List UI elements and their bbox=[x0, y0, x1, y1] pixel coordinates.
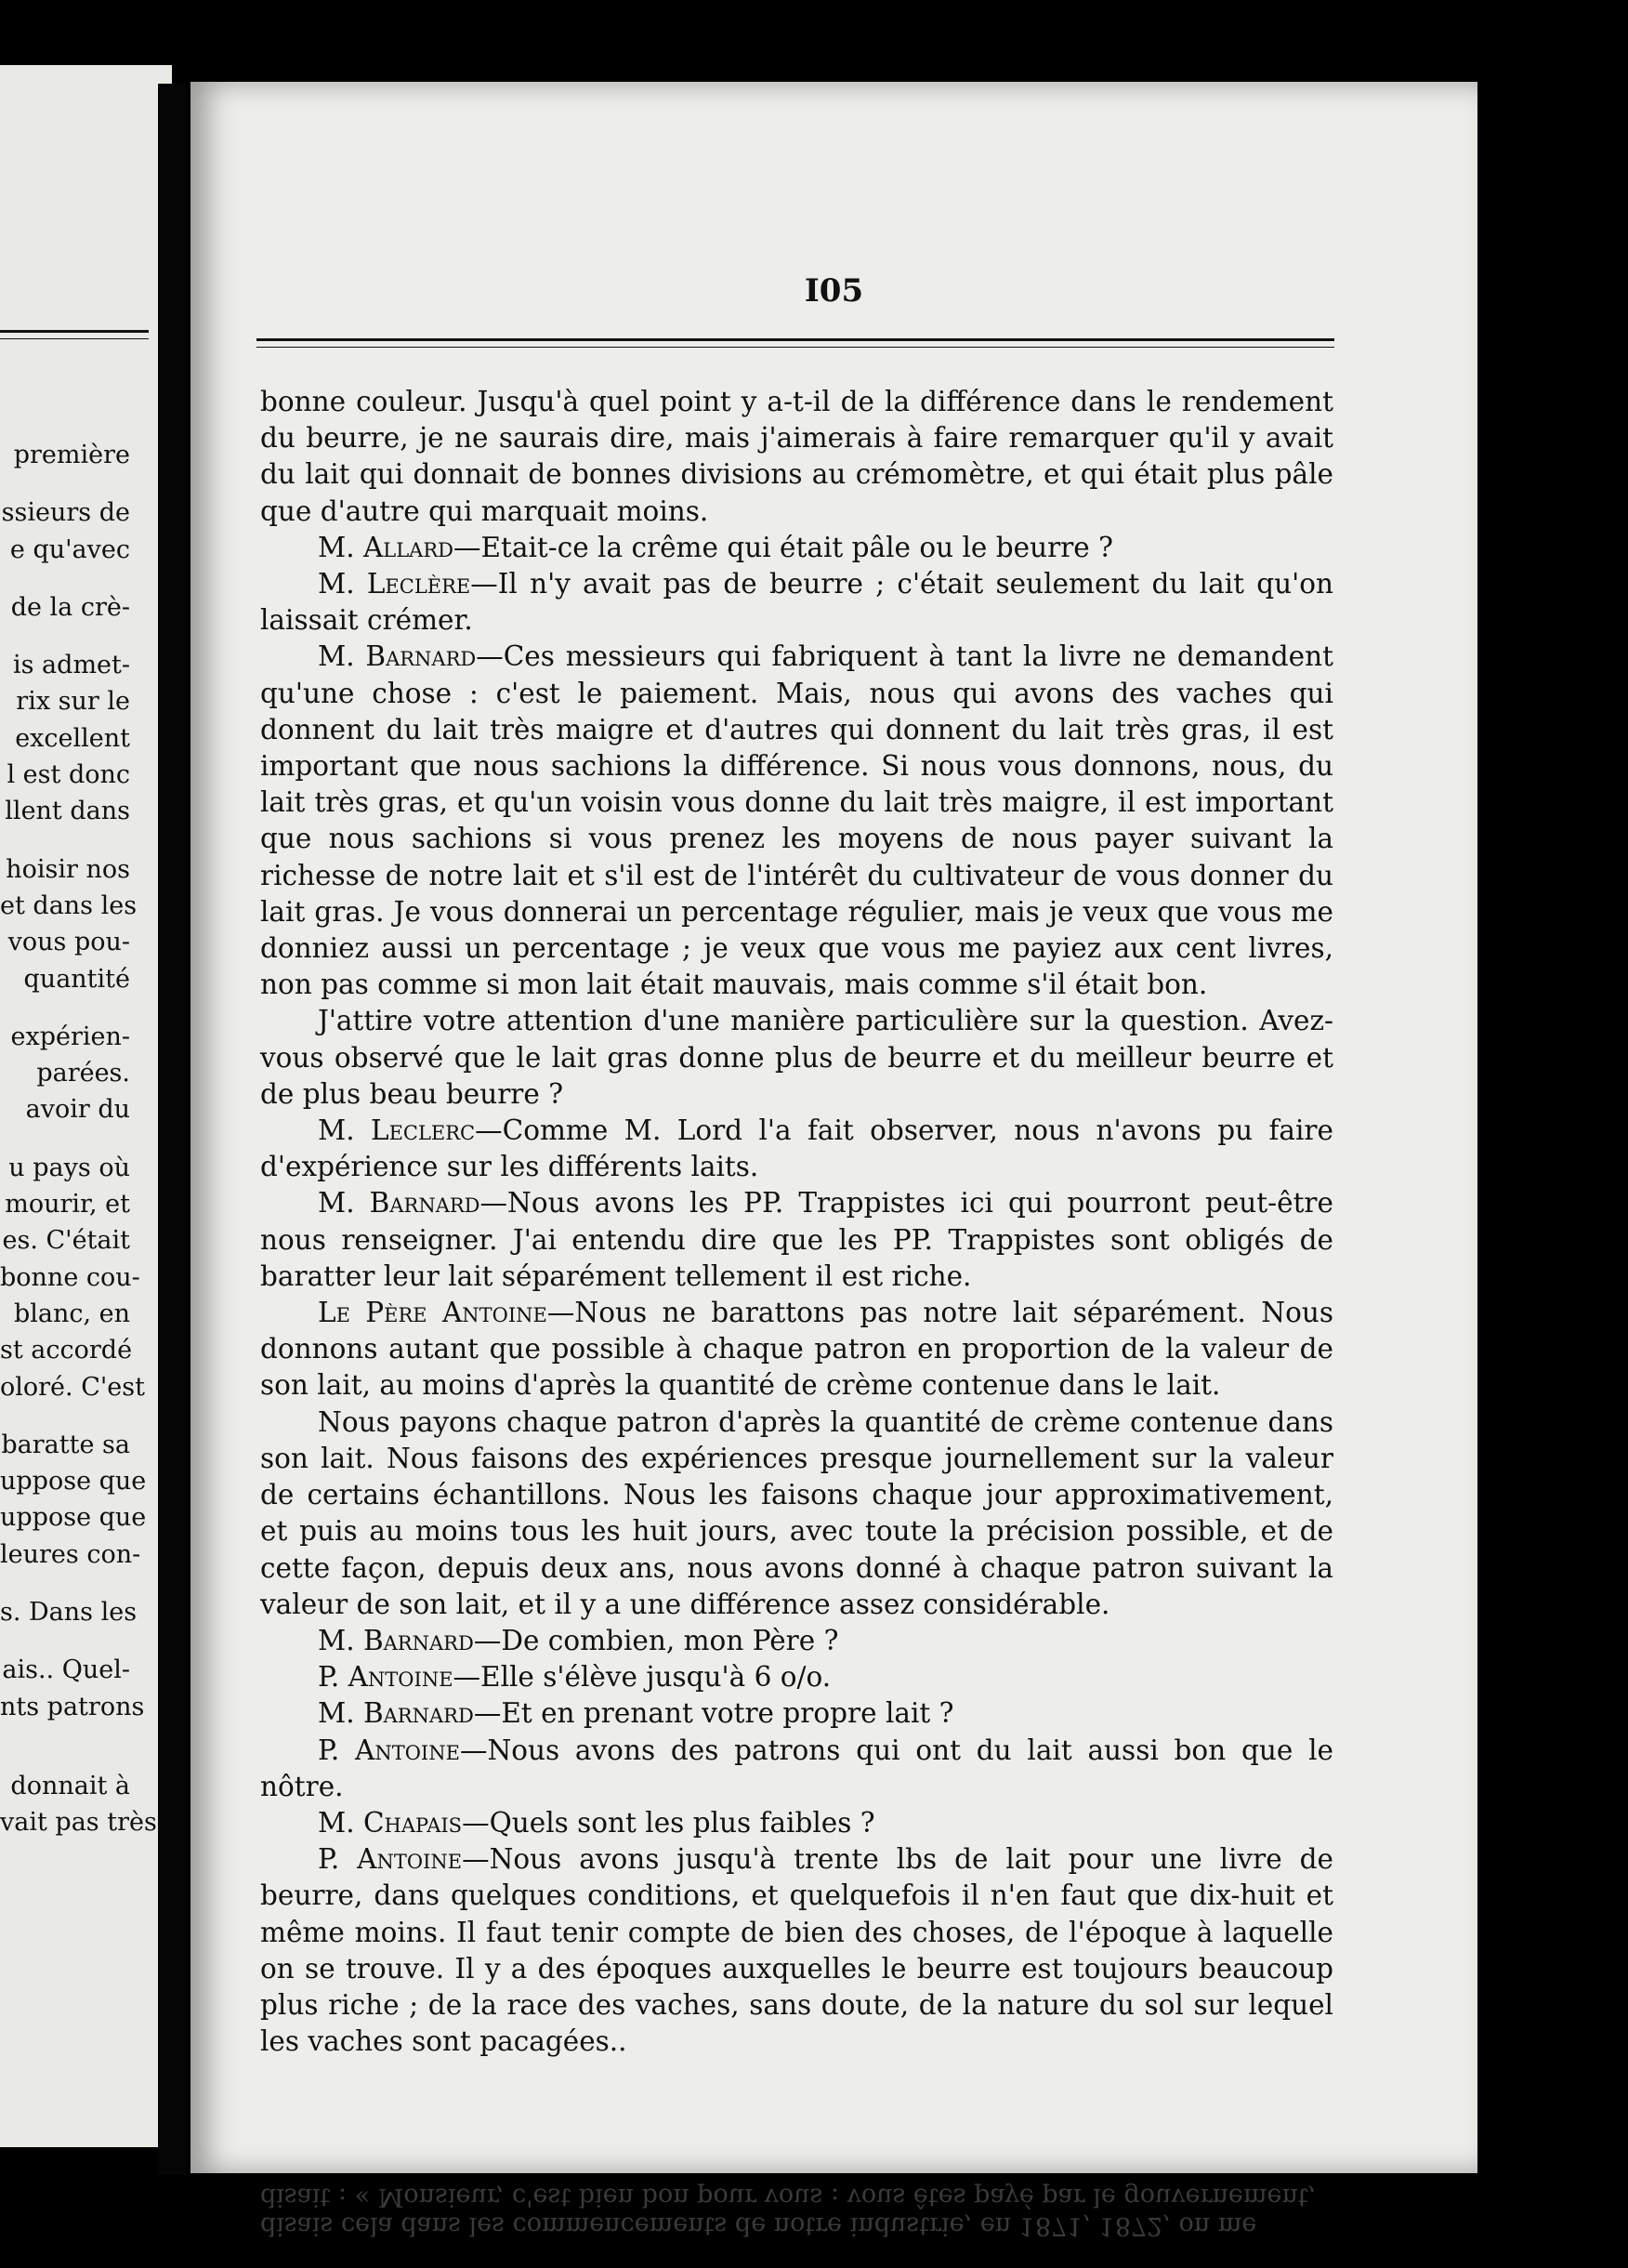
left-column-line: de la crè- bbox=[10, 592, 130, 622]
left-column-line: expérien- bbox=[10, 1022, 130, 1051]
left-column-line: donnait à bbox=[10, 1771, 130, 1800]
paragraph-text: —Etait-ce la crême qui était pâle ou le beurre ? bbox=[453, 531, 1113, 563]
left-column-line: vous pou- bbox=[7, 928, 130, 957]
speaker-name: P. Antoine bbox=[318, 1661, 453, 1694]
paragraph bbox=[260, 384, 1333, 530]
paragraph bbox=[260, 1185, 1333, 1295]
speaker-name: M. Leclerc bbox=[318, 1114, 476, 1147]
left-column-line bbox=[0, 568, 130, 589]
left-column-line: première bbox=[13, 441, 130, 469]
paragraph bbox=[260, 1659, 1333, 1695]
left-column-line: hoisir nos bbox=[6, 854, 130, 884]
speaker-name: M. Barnard bbox=[318, 640, 477, 673]
left-column-line: ais.. Quel- bbox=[2, 1655, 130, 1685]
left-column-line: es. C'était bbox=[2, 1226, 130, 1256]
paragraph-text: —Ces messieurs qui fabriquent à tant la livre ne demandent qu'une chose : c'est le paiement. Mais, nous qui avons des vaches qui donnent du lait très maigre et d'autres qui donnent du lait très gras, il est important que nous sachions la différence. Si nous vous donnons, nous, du lait très gras, et qu'un voisin vous donne du lait très maigre, il est important que nous sachions si vous prenez les moyens de nous payer suivant la richesse de notre lait et s'il est de l'intérêt du cultivateur de vous donner du lait gras. Je vous donnerai un percentage régulier, mais je veux que vous me donniez aussi un percentage ; je veux que vous me payiez aux cent livres, non pas comme si mon lait était mauvais, mais comme s'il était bon. bbox=[260, 640, 1333, 1001]
bleed-through-text bbox=[260, 2182, 1333, 2240]
paragraph-text: J'attire votre attention d'une manière particulière sur la question. Avez-vous observé que le lait gras donne plus de beurre et du meilleur beurre et de plus beau beurre ? bbox=[260, 1005, 1333, 1110]
speaker-name: M. Barnard bbox=[318, 1624, 474, 1656]
paragraph bbox=[260, 1623, 1333, 1659]
left-column-line bbox=[0, 997, 130, 1019]
left-column-line bbox=[0, 1725, 130, 1747]
left-column-line: u pays où bbox=[8, 1153, 130, 1182]
paragraph bbox=[260, 639, 1333, 1003]
left-column-line: uppose que bbox=[0, 1467, 147, 1497]
left-column-line: is admet- bbox=[12, 651, 130, 680]
body-text bbox=[260, 384, 1333, 2060]
speaker-name: M. Allard bbox=[318, 531, 453, 563]
left-column-line: mourir, et bbox=[5, 1190, 130, 1220]
paragraph bbox=[260, 1733, 1333, 1805]
left-column-line: leures con- bbox=[0, 1539, 141, 1569]
left-column-text bbox=[0, 437, 157, 1841]
paragraph-text: —Comme M. Lord l'a fait observer, nous n'avons pu faire d'expérience sur les différents laits. bbox=[260, 1114, 1333, 1183]
speaker-name: P. Antoine bbox=[318, 1843, 463, 1876]
left-column-line: blanc, en bbox=[13, 1299, 130, 1328]
left-column-line: oloré. C'est bbox=[0, 1372, 145, 1402]
speaker-name: P. Antoine bbox=[318, 1734, 460, 1766]
left-column-line: avoir du bbox=[25, 1095, 130, 1125]
paragraph bbox=[260, 1295, 1333, 1404]
left-column-line: uppose que bbox=[0, 1503, 147, 1533]
paragraph-text: —Nous avons jusqu'à trente lbs de lait pour une livre de beurre, dans quelques conditions, et quelquefois il n'en faut que dix-huit et même moins. Il faut tenir compte de bien des choses, de l'époque à laquelle on se trouve. Il y a des époques auxquelles le beurre est toujours beaucoup plus riche ; de la race des vaches, sans doute, de la nature du sol sur lequel les vaches sont pacagées.. bbox=[260, 1843, 1333, 2058]
left-column-line bbox=[0, 626, 130, 647]
paragraph bbox=[260, 530, 1333, 566]
left-column-line: e qu'avec bbox=[9, 534, 130, 564]
left-column-line: excellent bbox=[15, 723, 130, 753]
paragraph-text: —Nous avons des patrons qui ont du lait aussi bon que le nôtre. bbox=[260, 1734, 1333, 1802]
paragraph-text: —De combien, mon Père ? bbox=[473, 1624, 839, 1656]
paragraph-text: —Nous ne barattons pas notre lait séparément. Nous donnons autant que possible à chaque patron en proportion de la valeur de son lait, au moins d'après la quantité de crème contenue dans le lait. bbox=[260, 1297, 1333, 1402]
left-column-line bbox=[0, 473, 130, 494]
left-column-line: et dans les bbox=[0, 890, 138, 920]
page-number: I05 bbox=[804, 272, 864, 310]
left-column-line: quantité bbox=[23, 964, 130, 994]
left-column-line bbox=[0, 1128, 130, 1150]
paragraph bbox=[260, 1113, 1333, 1185]
speaker-name: Le Père Antoine bbox=[318, 1297, 547, 1329]
left-column-line: st accordé bbox=[0, 1336, 133, 1365]
left-header-rule bbox=[0, 330, 149, 339]
paragraph-text: —Il n'y avait pas de beurre ; c'était seulement du lait qu'on laissait crémer. bbox=[260, 568, 1333, 637]
paragraph bbox=[260, 566, 1333, 639]
left-column-line: nts patrons bbox=[0, 1692, 145, 1721]
paragraph-text: —Nous avons les PP. Trappistes ici qui pourront peut-être nous renseigner. J'ai entendu dire que les PP. Trappistes sont obligés de baratter leur lait séparément tellement il est riche. bbox=[260, 1187, 1333, 1292]
paragraph bbox=[260, 1841, 1333, 2060]
speaker-name: M. Leclère bbox=[318, 568, 471, 600]
bleed-through-line: disais cela dans les commencements de notre industrie, en 1871, 1872, on me bbox=[260, 2211, 1257, 2240]
left-column-line bbox=[0, 830, 130, 851]
left-column-line: baratte sa bbox=[1, 1430, 130, 1459]
book-gutter bbox=[158, 84, 186, 2175]
paragraph-text: —Quels sont les plus faibles ? bbox=[462, 1806, 875, 1839]
paragraph bbox=[260, 1805, 1333, 1841]
left-column-line bbox=[0, 1573, 130, 1594]
paragraph bbox=[260, 1003, 1333, 1113]
header-rule bbox=[256, 338, 1334, 348]
paragraph bbox=[260, 1404, 1333, 1623]
paragraph bbox=[260, 1695, 1333, 1732]
left-column-line bbox=[0, 1630, 130, 1652]
left-column-line bbox=[0, 1405, 130, 1427]
left-column-line: s. Dans les bbox=[0, 1598, 138, 1628]
paragraph-text: bonne couleur. Jusqu'à quel point y a-t-il de la différence dans le rendement du beurre, je ne saurais dire, mais j'aimerais à faire remarquer qu'il y avait du lait qui donnait de bonnes divisions au crémomètre, et qui était plus pâle que d'autre qui marquait moins. bbox=[260, 386, 1333, 527]
left-column-line: vait pas très bbox=[0, 1808, 157, 1838]
left-column-line: ssieurs de bbox=[1, 498, 130, 528]
paragraph-text: —Et en prenant votre propre lait ? bbox=[473, 1697, 954, 1730]
speaker-name: M. Chapais bbox=[318, 1806, 463, 1839]
paragraph-text: —Elle s'élève jusqu'à 6 o/o. bbox=[453, 1661, 832, 1694]
speaker-name: M. Barnard bbox=[318, 1697, 474, 1730]
facing-page-left bbox=[0, 65, 172, 2147]
left-column-line: bonne cou- bbox=[0, 1262, 140, 1292]
left-column-line: rix sur le bbox=[16, 687, 130, 717]
bleed-through-line: disait : « Monsieur, c'est bien bon pour vous : vous êtes payé par le gouvernement, bbox=[260, 2182, 1317, 2211]
page bbox=[190, 82, 1477, 2240]
paragraph-text: Nous payons chaque patron d'après la quantité de crème contenue dans son lait. Nous faisons des expériences presque journellement sur la valeur de certains échantillons. Nous les faisons chaque jour approximativement, et puis au moins tous les huit jours, avec toute la précision possible, et de cette façon, depuis deux ans, nous avons donné à chaque patron suivant la valeur de son lait, et il y a une différence assez considérable. bbox=[260, 1405, 1333, 1620]
left-column-line: l est donc bbox=[7, 760, 130, 790]
left-column-line: parées. bbox=[36, 1059, 130, 1088]
left-column-line: llent dans bbox=[5, 797, 130, 826]
left-column-line bbox=[0, 1747, 130, 1768]
speaker-name: M. Barnard bbox=[318, 1187, 480, 1220]
